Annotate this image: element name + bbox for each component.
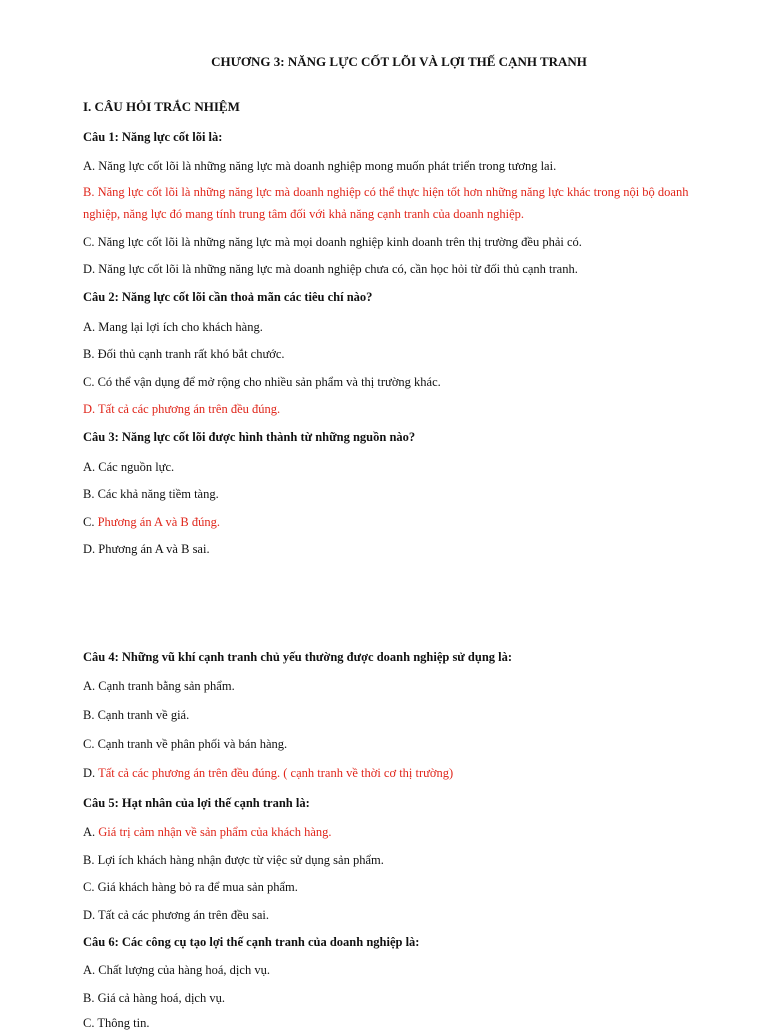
q5-option-a-answer: Giá trị cảm nhận về sản phẩm của khách hàng.	[98, 825, 332, 839]
q3-option-d: D. Phương án A và B sai.	[83, 542, 210, 556]
q2-option-d-answer: D. Tất cả các phương án trên đều đúng.	[83, 402, 281, 416]
q2-option-c: C. Có thể vận dụng để mở rộng cho nhiều sản phẩm và thị trường khác.	[83, 375, 441, 389]
question-2: Câu 2: Năng lực cốt lõi cần thoả mãn các tiêu chí nào?	[83, 290, 373, 304]
question-4: Câu 4: Những vũ khí cạnh tranh chủ yếu thường được doanh nghiệp sử dụng là:	[83, 650, 513, 664]
chapter-title: CHƯƠNG 3: NĂNG LỰC CỐT LÕI VÀ LỢI THẾ CẠNH TRANH	[211, 54, 587, 69]
q3-option-c-answer: Phương án A và B đúng.	[97, 515, 221, 529]
q1-option-b-answer: B. Năng lực cốt lõi là những năng lực mà doanh nghiệp có thể thực hiện tốt hơn những năng lực khác trong nội bộ doanh nghiệp, năng lực đó mang tính trung tâm đối với khả năng cạnh tranh của doanh nghiệp.	[83, 185, 689, 221]
q4-option-b: B. Cạnh tranh về giá.	[83, 708, 190, 722]
q6-option-a: A. Chất lượng của hàng hoá, dịch vụ.	[83, 963, 270, 977]
question-5: Câu 5: Hạt nhân của lợi thế cạnh tranh là:	[83, 796, 310, 810]
q4-option-d-prefix: D.	[83, 766, 99, 780]
q6-option-b: B. Giá cả hàng hoá, dịch vụ.	[83, 991, 225, 1005]
q5-option-a-prefix: A.	[83, 825, 99, 839]
q3-option-c-prefix: C.	[83, 515, 98, 529]
q1-option-c: C. Năng lực cốt lõi là những năng lực mà mọi doanh nghiệp kinh doanh trên thị trường đều phải có.	[83, 235, 582, 249]
q2-option-b: B. Đối thủ cạnh tranh rất khó bắt chước.	[83, 347, 285, 361]
q4-option-d-answer: Tất cả các phương án trên đều đúng. ( cạnh tranh về thời cơ thị trường)	[98, 766, 454, 780]
q1-option-a: A. Năng lực cốt lõi là những năng lực mà doanh nghiệp mong muốn phát triển trong tương lai.	[83, 159, 557, 173]
q4-option-a: A. Cạnh tranh bằng sản phẩm.	[83, 679, 235, 693]
q1-option-d: D. Năng lực cốt lõi là những năng lực mà doanh nghiệp chưa có, cần học hỏi từ đối thủ cạnh tranh.	[83, 262, 578, 276]
q4-option-c: C. Cạnh tranh về phân phối và bán hàng.	[83, 737, 288, 751]
q3-option-b: B. Các khả năng tiềm tàng.	[83, 487, 219, 501]
q5-option-a	[83, 825, 332, 840]
question-1: Câu 1: Năng lực cốt lõi là:	[83, 130, 223, 144]
q5-option-b: B. Lợi ích khách hàng nhận được từ việc sử dụng sản phẩm.	[83, 853, 384, 867]
q3-option-c	[83, 515, 220, 530]
q3-option-a: A. Các nguồn lực.	[83, 460, 175, 474]
q5-option-c: C. Giá khách hàng bỏ ra để mua sản phẩm.	[83, 880, 298, 894]
q2-option-a: A. Mang lại lợi ích cho khách hàng.	[83, 320, 263, 334]
section-heading: I. CÂU HỎI TRẮC NHIỆM	[83, 99, 240, 114]
q4-option-d	[83, 766, 453, 781]
q5-option-d: D. Tất cả các phương án trên đều sai.	[83, 908, 269, 922]
question-6: Câu 6: Các công cụ tạo lợi thế cạnh tranh của doanh nghiệp là:	[83, 935, 420, 949]
q6-option-c: C. Thông tin.	[83, 1016, 150, 1030]
question-3: Câu 3: Năng lực cốt lõi được hình thành từ những nguồn nào?	[83, 430, 416, 444]
